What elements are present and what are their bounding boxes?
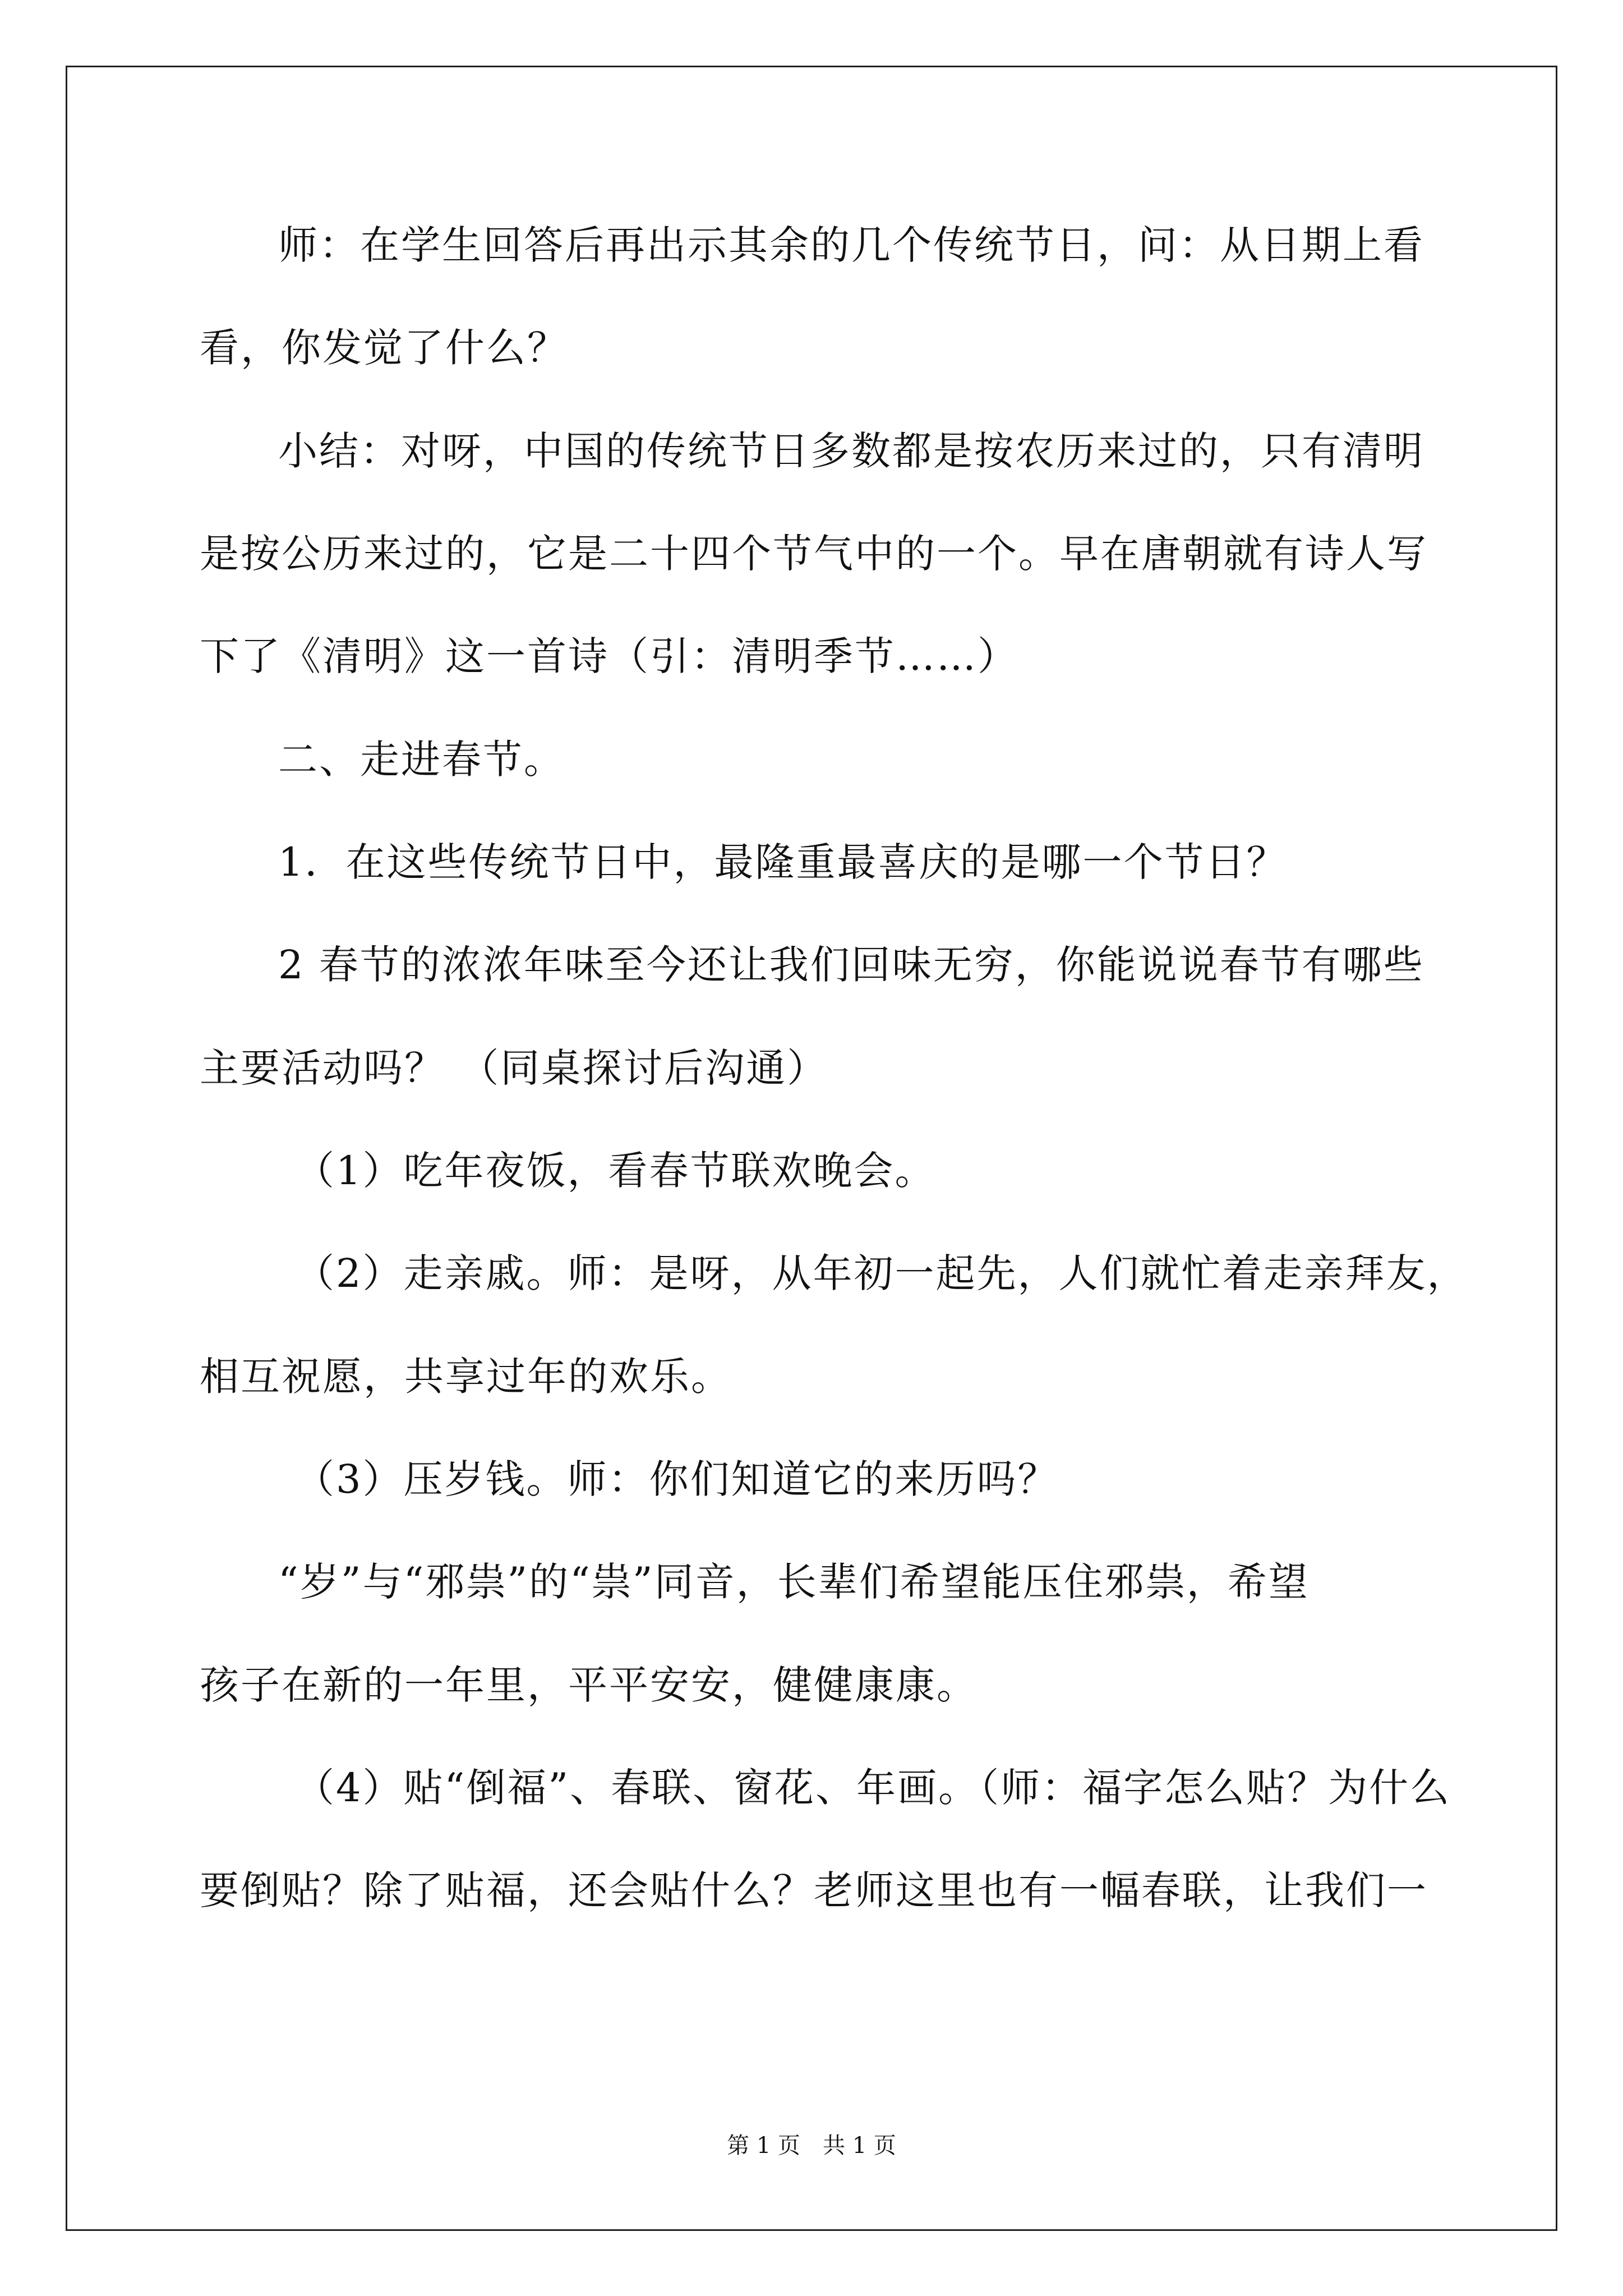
paragraph-line: “岁”与“邪祟”的“祟”同音，长辈们希望能压住邪祟，希望 (278, 1559, 1310, 1605)
paragraph-line: 主要活动吗？ （同桌探讨后沟通） (200, 1045, 828, 1091)
paragraph-line: 小结：对呀，中国的传统节日多数都是按农历来过的，只有清明 (278, 428, 1424, 474)
list-item: （1）吃年夜饭，看春节联欢晚会。 (295, 1148, 936, 1194)
section-heading: 二、走进春节。 (278, 737, 565, 783)
paragraph-line: 是按公历来过的，它是二十四个节气中的一个。早在唐朝就有诗人写 (200, 531, 1428, 577)
paragraph-line: 孩子在新的一年里，平平安安，健健康康。 (200, 1662, 978, 1708)
paragraph-line: 2 春节的浓浓年味至今还让我们回味无穷，你能说说春节有哪些 (278, 942, 1424, 988)
paragraph-line: 要倒贴？除了贴福，还会贴什么？老师这里也有一幅春联，让我们一 (200, 1867, 1428, 1913)
paragraph-line: 1．在这些传统节日中，最隆重最喜庆的是哪一个节日？ (278, 839, 1288, 885)
page-number: 第 1 页 共 1 页 (727, 2133, 896, 2159)
paragraph-line: 师：在学生回答后再出示其余的几个传统节日，问：从日期上看 (278, 222, 1424, 268)
list-item: （3）压岁钱。师：你们知道它的来历吗？ (295, 1456, 1059, 1502)
paragraph-line: 看，你发觉了什么？ (200, 325, 568, 371)
paragraph-line: 相互祝愿，共享过年的欢乐。 (200, 1354, 732, 1400)
list-item: （4）贴“倒福”、春联、窗花、年画。（师：福字怎么贴？为什么 (295, 1765, 1451, 1811)
paragraph-line: 下了《清明》这一首诗（引：清明季节……） (200, 633, 1018, 679)
list-item: （2）走亲戚。师：是呀，从年初一起先，人们就忙着走亲拜友， (295, 1250, 1468, 1296)
